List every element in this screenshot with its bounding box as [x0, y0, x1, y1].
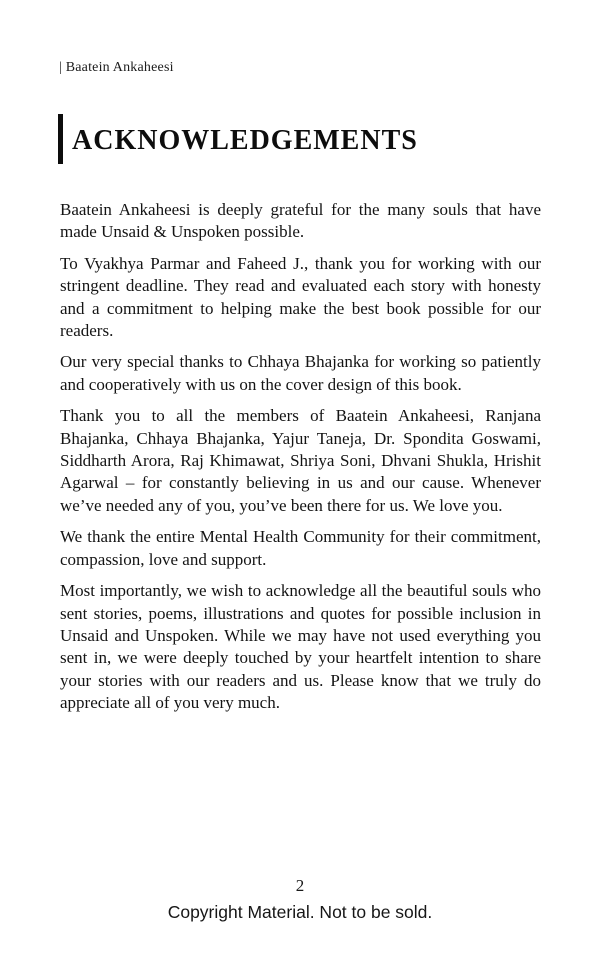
paragraph: Thank you to all the members of Baatein Ankaheesi, Ranjana Bhajanka, Chhaya Bhajanka, Yajur Taneja, Dr. Spondita Goswami, Siddharth Arora, Raj Khimawat, Shriya Soni, Dhvani Shukla, Hrishit Agarwal – for constantly believing in us and our cause. Whenever we’ve needed any of you, you’ve been there for us. We love you.: [60, 406, 541, 515]
paragraph: To Vyakhya Parmar and Faheed J., thank you for working with our stringent deadline. They read and evaluated each story with honesty and a commitment to helping make the best book possible for our readers.: [60, 253, 541, 341]
body-text: [60, 199, 541, 724]
paragraph: Most importantly, we wish to acknowledge all the beautiful souls who sent stories, poems, illustrations and quotes for possible inclusion in Unsaid and Unspoken. While we may have not used everything you sent in, we were deeply touched by your heartfelt intention to share your stories with our readers and us. Please know that we truly do appreciate all of you very much.: [60, 581, 541, 713]
paragraph: We thank the entire Mental Health Community for their commitment, compassion, love and support.: [60, 527, 541, 569]
paragraph: Our very special thanks to Chhaya Bhajanka for working so patiently and cooperatively with us on the cover design of this book.: [60, 352, 541, 394]
paragraph: Baatein Ankaheesi is deeply grateful for the many souls that have made Unsaid & Unspoken possible.: [60, 200, 541, 242]
running-header: | Baatein Ankaheesi: [59, 60, 174, 75]
page-number: 2: [295, 876, 305, 895]
copyright-notice: Copyright Material. Not to be sold.: [167, 902, 433, 922]
title-accent-bar: [58, 114, 63, 164]
chapter-title-block: [58, 114, 418, 164]
page-title: ACKNOWLEDGEMENTS: [72, 125, 418, 156]
